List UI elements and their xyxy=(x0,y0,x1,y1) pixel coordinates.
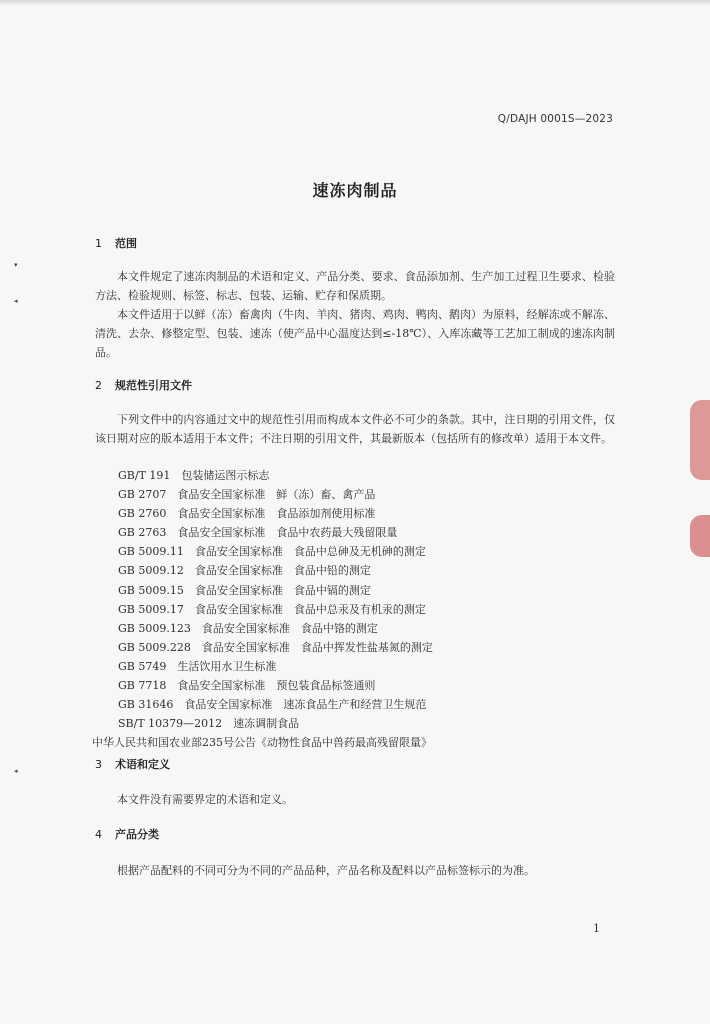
section-2-heading xyxy=(95,377,192,393)
section-3-heading xyxy=(95,756,170,772)
references-intro-paragraph: 下列文件中的内容通过文中的规范性引用而构成本文件必不可少的条款。其中，注日期的引用文件，仅该日期对应的版本适用于本文件；不注日期的引用文件，其最新版本（包括所有的修改单）适用于本文件。 xyxy=(95,413,615,445)
scan-edge xyxy=(0,0,710,6)
scan-speck: ▾ xyxy=(14,261,18,269)
reference-item: GB 2707 食品安全国家标准 鲜（冻）畜、禽产品 xyxy=(118,488,376,502)
scope-paragraph-2: 本文件适用于以鲜（冻）畜禽肉（牛肉、羊肉、猪肉、鸡肉、鸭肉、鹅肉）为原料，经解冻或不解冻、清洗、去杂、修整定型、包装、速冻（使产品中心温度达到≤-18℃）、入库冻藏等工艺加工制成的速冻肉制品。 xyxy=(95,308,615,359)
reference-item: SB/T 10379—2012 速冻调制食品 xyxy=(118,717,300,731)
page-number: 1 xyxy=(593,922,600,935)
reference-item: GB 5749 生活饮用水卫生标准 xyxy=(118,659,277,673)
reference-item: GB 5009.12 食品安全国家标准 食品中铅的测定 xyxy=(118,564,371,578)
section-title: 产品分类 xyxy=(115,828,159,841)
section-number: 1 xyxy=(95,237,102,250)
seal-edge xyxy=(690,515,710,557)
reference-item: GB 5009.11 食品安全国家标准 食品中总砷及无机砷的测定 xyxy=(118,545,426,559)
reference-item: GB 5009.17 食品安全国家标准 食品中总汞及有机汞的测定 xyxy=(118,602,426,616)
classification-paragraph: 根据产品配料的不同可分为不同的产品品种，产品名称及配料以产品标签标示的为准。 xyxy=(117,864,535,877)
reference-item: GB 31646 食品安全国家标准 速冻食品生产和经营卫生规范 xyxy=(118,698,427,712)
section-number: 3 xyxy=(95,758,102,771)
terms-paragraph: 本文件没有需要界定的术语和定义。 xyxy=(117,793,293,806)
section-number: 4 xyxy=(95,828,102,841)
scope-paragraph-1: 本文件规定了速冻肉制品的术语和定义、产品分类、要求、食品添加剂、生产加工过程卫生要求、检验方法、检验规则、标签、标志、包装、运输、贮存和保质期。 xyxy=(95,270,615,302)
document-title: 速冻肉制品 xyxy=(312,181,398,200)
standard-code: Q/DAJH 0001S—2023 xyxy=(497,113,613,125)
section-1-heading xyxy=(95,235,137,251)
seal-edge xyxy=(690,400,710,480)
section-title: 规范性引用文件 xyxy=(115,379,192,392)
scan-speck: ◂ xyxy=(14,767,18,775)
reference-item: GB 7718 食品安全国家标准 预包装食品标签通则 xyxy=(118,679,376,693)
reference-item: GB 5009.15 食品安全国家标准 食品中镉的测定 xyxy=(118,583,371,597)
reference-item: GB/T 191 包装储运图示标志 xyxy=(118,469,270,482)
section-title: 术语和定义 xyxy=(115,758,170,771)
reference-item: GB 5009.228 食品安全国家标准 食品中挥发性盐基氮的测定 xyxy=(118,640,433,654)
section-4-heading xyxy=(95,826,159,842)
reference-item: GB 5009.123 食品安全国家标准 食品中铬的测定 xyxy=(118,621,378,635)
announcement-reference: 中华人民共和国农业部235号公告《动物性食品中兽药最高残留限量》 xyxy=(92,736,432,750)
reference-item: GB 2763 食品安全国家标准 食品中农药最大残留限量 xyxy=(118,526,398,540)
scan-speck: ◂ xyxy=(14,297,18,305)
section-number: 2 xyxy=(95,379,102,392)
section-title: 范围 xyxy=(115,237,137,250)
reference-list xyxy=(92,466,433,752)
reference-item: GB 2760 食品安全国家标准 食品添加剂使用标准 xyxy=(118,507,376,521)
